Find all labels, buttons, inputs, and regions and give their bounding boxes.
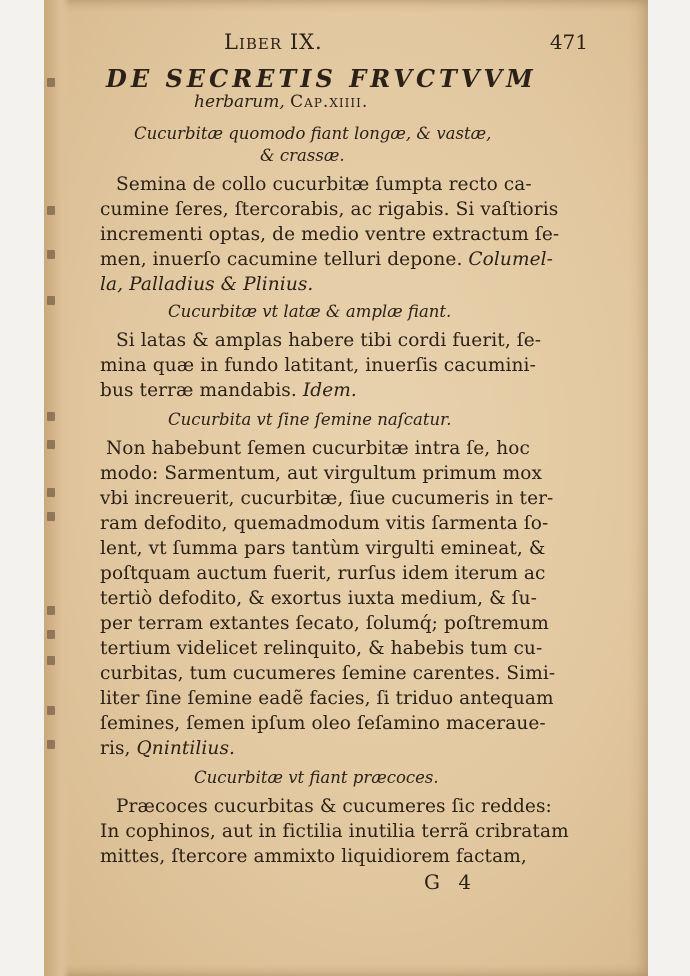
body-line xyxy=(100,249,553,270)
body-line: vbi increuerit, cucurbitæ, ſiue cucumeris in ter- xyxy=(100,488,554,509)
body-line: mina quæ in fundo latitant, inuerſis cacumini- xyxy=(100,355,536,376)
body-line: ſemines, ſemen ipſum oleo ſeſamino maceraue- xyxy=(100,713,546,734)
body-line: Semina de collo cucurbitæ ſumpta recto ca- xyxy=(116,174,532,195)
body-line: modo: Sarmentum, aut virgultum primum mox xyxy=(100,463,542,484)
page-header xyxy=(44,30,648,60)
bleed-through-mark xyxy=(47,296,55,305)
attribution: Columel- xyxy=(468,249,554,270)
bleed-through-mark xyxy=(47,412,55,421)
body-line: incrementi optas, de medio ventre extractum ſe- xyxy=(100,224,560,245)
body-line: Non habebunt ſemen cucurbitæ intra ſe, hoc xyxy=(106,438,530,459)
body-line: cumine ſeres, ſtercorabis, ac rigabis. Si vaſtioris xyxy=(100,199,559,220)
bleed-through-mark xyxy=(47,78,55,87)
bleed-through-mark xyxy=(47,206,55,215)
attribution: Qnintilius. xyxy=(136,738,236,759)
signature-mark: G 4 xyxy=(424,870,478,894)
bleed-through-mark xyxy=(47,656,55,665)
attribution: la, Palladius & Plinius. xyxy=(100,274,314,295)
running-head: Liber IX. xyxy=(224,30,323,54)
body-line: curbitas, tum cucumeres ſemine carentes. Simi- xyxy=(100,663,556,684)
bleed-through-mark xyxy=(47,706,55,715)
chapter-subtitle-text: herbarum, xyxy=(194,92,285,112)
chapter-number: Cap.xiiii. xyxy=(290,92,369,112)
body-line: poſtquam auctum fuerit, rurſus idem iterum ac xyxy=(100,563,546,584)
bleed-through-mark xyxy=(47,250,55,259)
section-heading: Cucurbita vt ſine ſemine naſcatur. xyxy=(168,410,452,429)
section-heading: Cucurbitæ quomodo fiant longæ, & vastæ, xyxy=(134,124,492,143)
body-line: liter ſine ſemine eadẽ facies, ſi triduo antequam xyxy=(100,688,554,709)
bleed-through-mark xyxy=(47,512,55,521)
bleed-through-mark xyxy=(47,740,55,749)
body-line: tertiò defodito, & exortus iuxta medium, & ſu- xyxy=(100,588,537,609)
chapter-subtitle xyxy=(194,92,368,112)
bleed-through-mark xyxy=(47,606,55,615)
binding-gutter xyxy=(44,0,70,976)
bleed-through-mark xyxy=(47,440,55,449)
body-line: tertium videlicet relinquito, & habebis tum cu- xyxy=(100,638,543,659)
body-line: ram defodito, quemadmodum vitis ſarmenta ſo- xyxy=(100,513,549,534)
body-line xyxy=(100,738,235,759)
body-line: Si latas & amplas habere tibi cordi fuerit, ſe- xyxy=(116,330,542,351)
body-line: mittes, ſtercore ammixto liquidiorem factam, xyxy=(100,846,527,867)
body-text: men, inuerſo cacumine telluri depone. xyxy=(100,249,463,270)
body-line: lent, vt ſumma pars tantùm virgulti emineat, & xyxy=(100,538,546,559)
book-page xyxy=(44,0,648,976)
body-text: ris, xyxy=(100,738,131,759)
body-line xyxy=(100,380,357,401)
section-heading: Cucurbitæ vt fiant præcoces. xyxy=(194,768,439,787)
section-heading: Cucurbitæ vt latæ & amplæ fiant. xyxy=(168,302,452,321)
body-text: bus terræ mandabis. xyxy=(100,380,297,401)
body-line: In cophinos, aut in fictilia inutilia terrã cribratam xyxy=(100,821,569,842)
attribution: Idem. xyxy=(302,380,357,401)
page-number: 471 xyxy=(549,30,588,54)
chapter-title: DE SECRETIS FRVCTVVM xyxy=(106,64,537,93)
bleed-through-mark xyxy=(47,488,55,497)
body-line: per terram extantes ſecato, ſolumq́; poſtremum xyxy=(100,613,549,634)
bleed-through-mark xyxy=(47,630,55,639)
body-line: Præcoces cucurbitas & cucumeres ſic reddes: xyxy=(116,796,552,817)
section-heading: & crassæ. xyxy=(260,146,345,165)
